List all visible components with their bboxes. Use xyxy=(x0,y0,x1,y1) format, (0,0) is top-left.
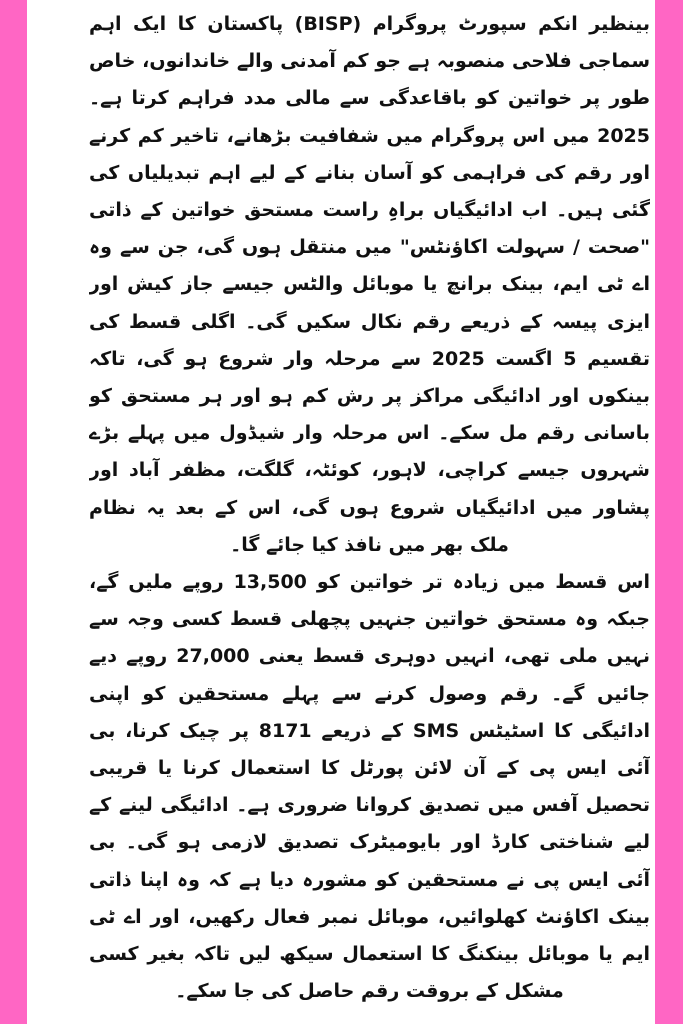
white-content-panel xyxy=(27,0,655,1024)
article-paragraph-2: اس قسط میں زیادہ تر خواتین کو 13,500 روپے ملیں گے، جبکہ وہ مستحق خواتین جنہیں پچھلی قسط کسی وجہ سے نہیں ملی تھی، انہیں دوہری قسط یعنی 27,000 روپے دیے جائیں گے۔ رقم وصول کرنے سے پہلے مستحقین کو اپنی ادائیگی کا اسٹیٹس SMS کے ذریعے 8171 پر چیک کرنا، بی آئی ایس پی کے آن لائن پورٹل کا استعمال کرنا یا قریبی تحصیل آفس میں تصدیق کروانا ضروری ہے۔ ادائیگی لینے کے لیے شناختی کارڈ اور بایومیٹرک تصدیق لازمی ہو گی۔ بی آئی ایس پی نے مستحقین کو مشورہ دیا ہے کہ وہ اپنا ذاتی بینک اکاؤنٹ کھلوائیں، موبائل نمبر فعال رکھیں، اور اے ٹی ایم یا موبائل بینکنگ کا استعمال سیکھ لیں تاکہ بغیر کسی مشکل کے بروقت رقم حاصل کی جا سکے۔ xyxy=(89,571,650,1003)
article-paragraph-1: بینظیر انکم سپورٹ پروگرام (BISP) پاکستان کا ایک اہم سماجی فلاحی منصوبہ ہے جو کم آمدنی والے خاندانوں، خاص طور پر خواتین کو باقاعدگی سے مالی مدد فراہم کرتا ہے۔ 2025 میں اس پروگرام میں شفافیت بڑھانے، تاخیر کم کرنے اور رقم کی فراہمی کو آسان بنانے کے لیے اہم تبدیلیاں کی گئی ہیں۔ اب ادائیگیاں براہِ راست مستحق خواتین کے ذاتی "صحت / سہولت اکاؤنٹس" میں منتقل ہوں گی، جن سے وہ اے ٹی ایم، بینک برانچ یا موبائل والٹس جیسے جاز کیش اور ایزی پیسہ کے ذریعے رقم نکال سکیں گی۔ اگلی قسط کی تقسیم 5 اگست 2025 سے مرحلہ وار شروع ہو گی، تاکہ بینکوں اور ادائیگی مراکز پر رش کم ہو اور ہر مستحق کو باسانی رقم مل سکے۔ اس مرحلہ وار شیڈول میں پہلے بڑے شہروں جیسے کراچی، لاہور، کوئٹہ، گلگت، مظفر آباد اور پشاور میں ادائیگیاں شروع ہوں گی، اس کے بعد یہ نظام ملک بھر میں نافذ کیا جائے گا۔ xyxy=(89,13,650,556)
urdu-article xyxy=(89,6,650,1018)
